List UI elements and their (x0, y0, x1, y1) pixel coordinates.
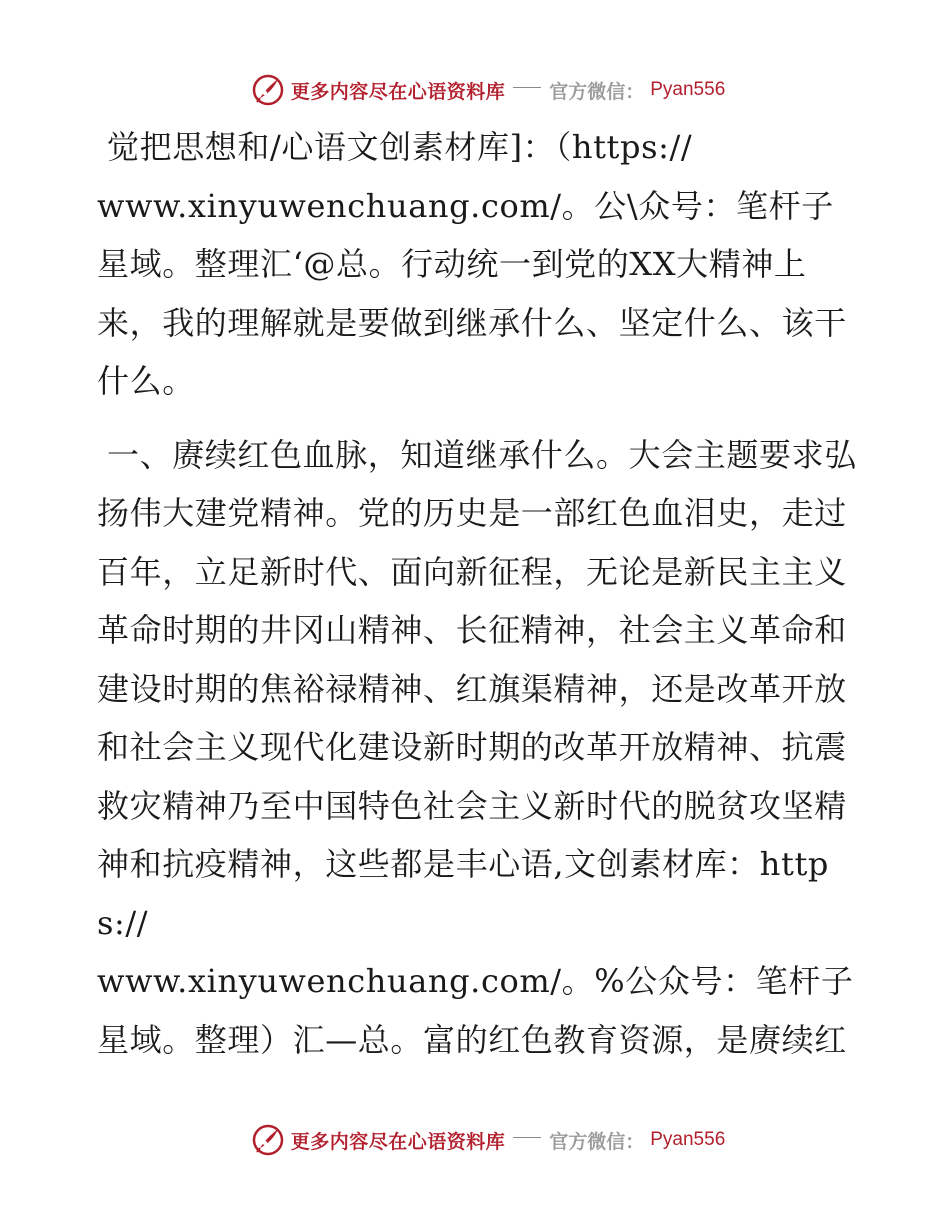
paragraph-intro: 觉把思想和/心语文创素材库]：（https:// www.xinyuwenchuang.com/。公\众号：笔杆子星域。整理汇‘@总。行动统一到党的XX大精神上来，我的理解就是要做到继承什么、坚定什么、该干什么。 (97, 128, 847, 400)
banner-official-label: 官方微信： (549, 1130, 645, 1153)
footer-banner (0, 1120, 950, 1160)
document-body (97, 118, 857, 1069)
paragraph-section-one: 一、赓续红色血脉，知道继承什么。大会主题要求弘扬伟大建党精神。党的历史是一部红色血泪史，走过百年，立足新时代、面向新征程，无论是新民主主义革命时期的井冈山精神、长征精神，社会主义革命和建设时期的焦裕禄精神、红旗渠精神，还是改革开放和社会主义现代化建设新时期的改革开放精神、抗震救灾精神乃至中国特色社会主义新时代的脱贫攻坚精神和抗疫精神，这些都是丰心语,文创素材库：https:// www.xinyuwenchuang.com/。%公众号：笔杆子星域。整理）汇—总。富的红色教育资源，是赓续红 (97, 435, 857, 1059)
quill-logo-icon (251, 73, 285, 107)
header-banner (0, 70, 950, 110)
banner-dash (513, 87, 541, 88)
banner-wechat-id: Pyan556 (650, 79, 726, 100)
banner-main-text: 更多内容尽在心语资料库 (290, 80, 506, 103)
banner-official-label: 官方微信： (549, 80, 645, 103)
quill-logo-icon (251, 1123, 285, 1157)
banner-wechat-id: Pyan556 (650, 1129, 726, 1150)
banner-main-text: 更多内容尽在心语资料库 (290, 1130, 506, 1153)
banner-dash (513, 1137, 541, 1138)
